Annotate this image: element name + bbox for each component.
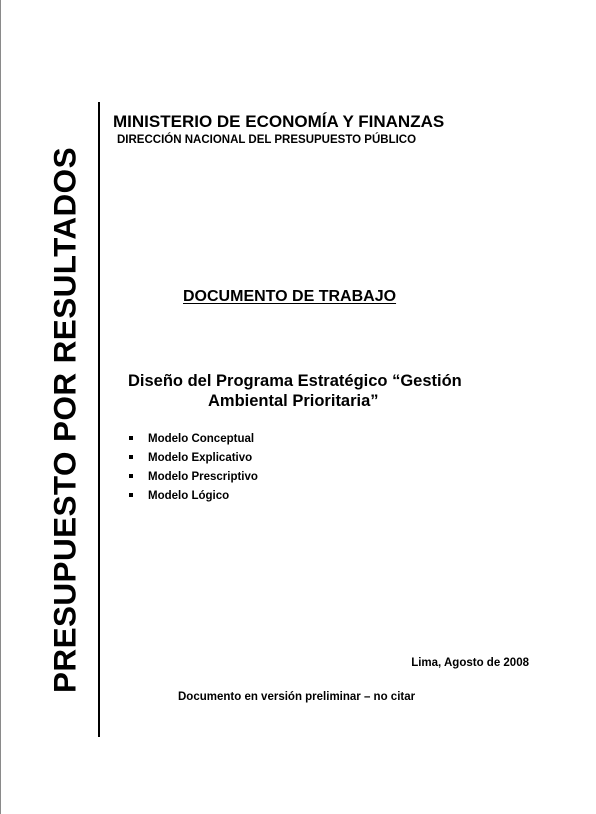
list-item <box>129 449 258 468</box>
model-label: Modelo Explicativo <box>148 452 253 464</box>
model-label: Modelo Lógico <box>148 490 230 502</box>
list-item <box>129 430 258 449</box>
list-item <box>129 468 258 487</box>
direction-name: DIRECCIÓN NACIONAL DEL PRESUPUESTO PÚBLICO <box>117 134 417 146</box>
preliminary-note: Documento en versión preliminar – no citar <box>178 691 416 703</box>
bullet-icon <box>129 474 133 478</box>
model-label: Modelo Prescriptivo <box>148 471 258 483</box>
document-type-heading: DOCUMENTO DE TRABAJO <box>183 288 397 305</box>
vertical-divider <box>98 102 100 737</box>
bullet-icon <box>129 455 133 459</box>
program-title-line-1: Diseño del Programa Estratégico “Gestión <box>128 372 462 390</box>
program-title <box>128 371 498 411</box>
ministry-name: MINISTERIO DE ECONOMÍA Y FINANZAS <box>113 112 445 131</box>
program-title-line-2: Ambiental Prioritaria” <box>208 392 379 410</box>
bullet-icon <box>129 493 133 497</box>
side-title-container <box>46 125 84 715</box>
model-label: Modelo Conceptual <box>148 433 255 445</box>
bullet-icon <box>129 436 133 440</box>
model-list <box>129 430 258 506</box>
place-date: Lima, Agosto de 2008 <box>411 657 529 669</box>
side-title: PRESUPUESTO POR RESULTADOS <box>46 147 83 693</box>
list-item <box>129 487 258 506</box>
page-left-edge <box>0 0 1 814</box>
